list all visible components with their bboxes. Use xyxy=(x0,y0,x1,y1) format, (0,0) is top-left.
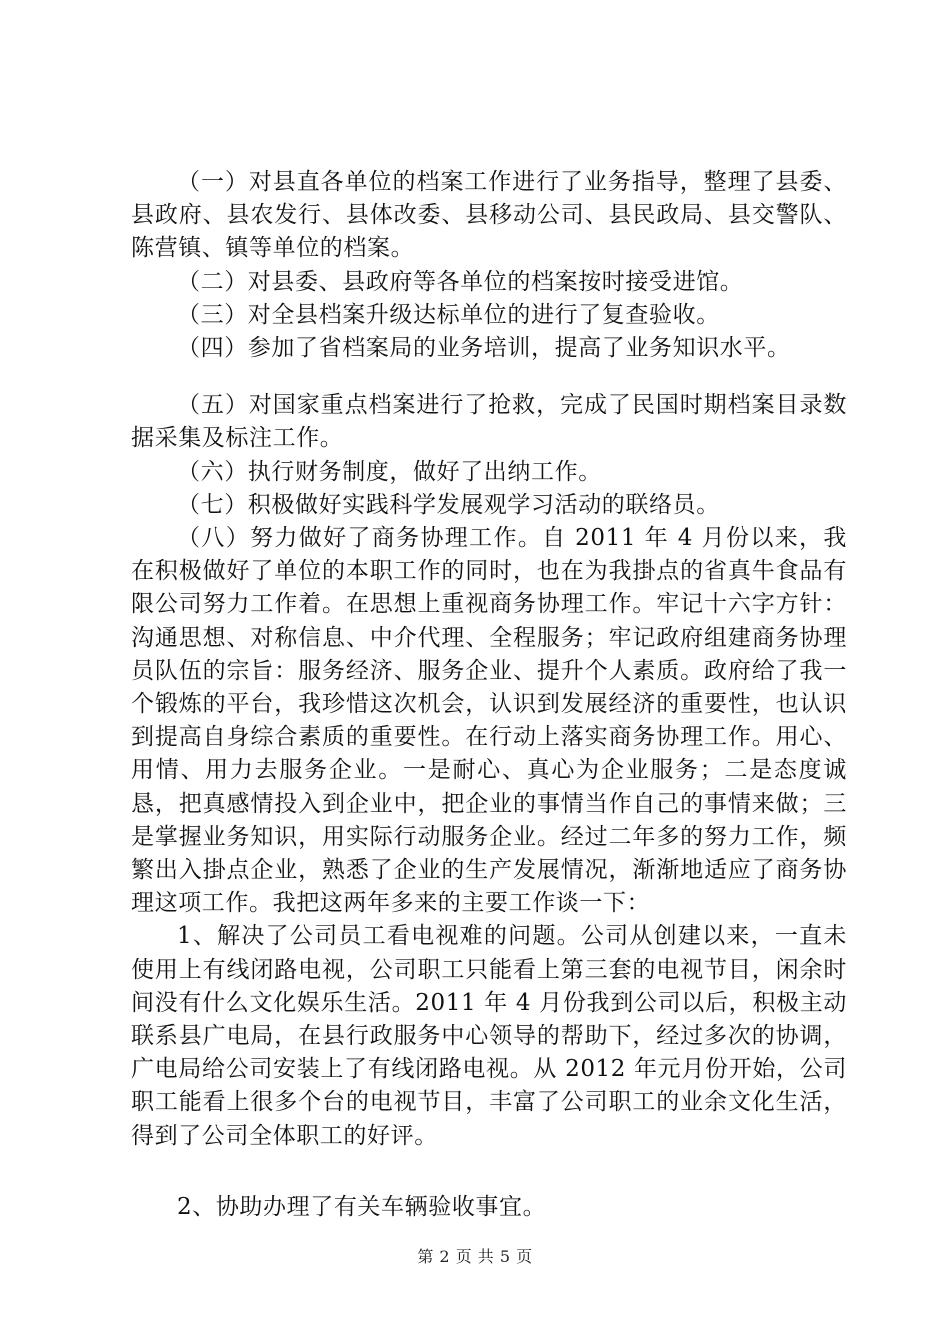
page-number-footer: 第 2 页 共 5 页 xyxy=(417,1247,533,1266)
paragraph-5: （五）对国家重点档案进行了抢救，完成了民国时期档案目录数据采集及标注工作。 xyxy=(131,392,847,452)
paragraph-4: （四）参加了省档案局的业务培训，提高了业务知识水平。 xyxy=(177,335,791,362)
paragraph-9: 1、解决了公司员工看电视难的问题。公司从创建以来，一直未使用上有线闭路电视，公司职工只能看上第三套的电视节目，闲余时间没有什么文化娱乐生活。2011 年 4 月份我到公司以后，积极主动联系县广电局，在县行政服务中心领导的帮助下，经过多次的协调，广电局给公司安装上了有线闭路电视。从 2012 年元月份开始，公司职工能看上很多个台的电视节目，丰富了公司职工的业余文化生活，得到了公司全体职工的好评。 xyxy=(131,923,847,1149)
paragraph-3: （三）对全县档案升级达标单位的进行了复查验收。 xyxy=(177,301,720,328)
paragraph-8: （八）努力做好了商务协理工作。自 2011 年 4 月份以来，我在积极做好了单位的本职工作的同时，也在为我掛点的省真牛食品有限公司努力工作着。在思想上重视商务协理工作。牢记十六字方针：沟通思想、对称信息、中介代理、全程服务；牢记政府组建商务协理员队伍的宗旨：服务经济、服务企业、提升个人素质。政府给了我一个锻炼的平台，我珍惜这次机会，认识到发展经济的重要性，也认识到提高自身综合素质的重要性。在行动上落实商务协理工作。用心、用情、用力去服务企业。一是耐心、真心为企业服务；二是态度诚恳，把真感情投入到企业中，把企业的事情当作自己的事情来做；三是掌握业务知识，用实际行动服务企业。经过二年多的努力工作，频繁出入掛点企业，熟悉了企业的生产发展情况，渐渐地适应了商务协理这项工作。我把这两年多来的主要工作谈一下： xyxy=(131,525,847,917)
paragraph-1: （一）对县直各单位的档案工作进行了业务指导，整理了县委、县政府、县农发行、县体改委、县移动公司、县民政局、县交警队、陈营镇、镇等单位的档案。 xyxy=(131,169,847,262)
paragraph-7: （七）积极做好实践科学发展观学习活动的联络员。 xyxy=(177,491,720,518)
paragraph-2: （二）对县委、县政府等各单位的档案按时接受进馆。 xyxy=(177,268,744,295)
paragraph-10: 2、协助办理了有关车辆验收事宜。 xyxy=(177,1193,547,1220)
paragraph-6: （六）执行财务制度，做好了出纳工作。 xyxy=(177,458,602,485)
document-body xyxy=(131,166,847,1224)
